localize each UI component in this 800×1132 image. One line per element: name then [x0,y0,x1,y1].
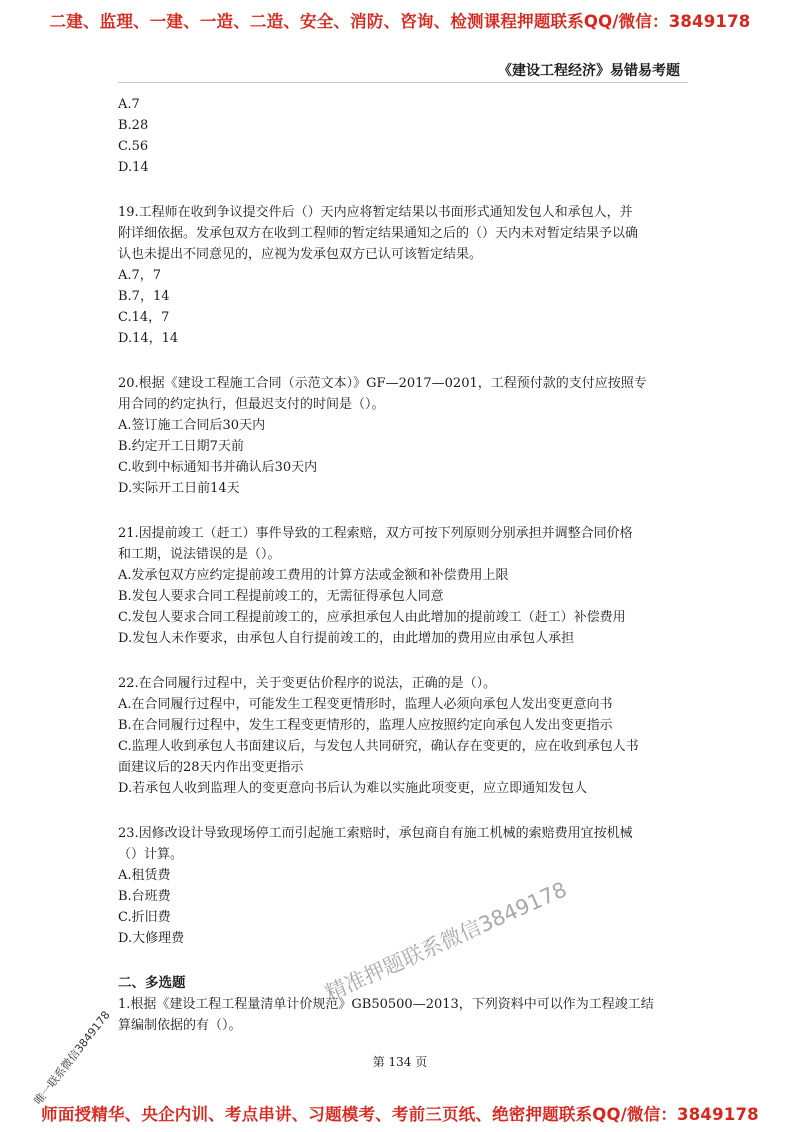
option-a: A.7，7 [118,268,162,283]
option-c: C.发包人要求合同工程提前竣工的，应承担承包人由此增加的提前竣工（赶工）补偿费用 [118,610,626,625]
option-d: D.14，14 [118,331,179,346]
bottom-banner: 师面授精华、央企内训、考点串讲、习题模考、考前三页纸、绝密押题联系QQ/微信：3849178 [41,1105,759,1124]
option-c: C.56 [118,139,149,154]
option-c: C.折旧费 [118,910,171,925]
section-heading: 二、多选题 [118,975,186,991]
question-text: 1.根据《建设工程工程量清单计价规范》GB50500—2013，下列资料中可以作为工程竣工结 [118,997,654,1012]
option-a: A.7 [118,97,140,112]
option-d: D.发包人未作要求，由承包人自行提前竣工的，由此增加的费用应由承包人承担 [118,631,575,646]
option-a: A.签订施工合同后30天内 [118,418,266,433]
running-header: 《建设工程经济》易错易考题 [498,63,680,79]
page-content [118,94,686,1036]
option-b: B.发包人要求合同工程提前竣工的，无需征得承包人同意 [118,589,444,604]
option-c-continued: 面建议后的28天内作出变更指示 [118,760,304,775]
watermark-side-text: 唯一联系微信3849178 [31,1008,113,1108]
question-text: 认也未提出不同意见的，应视为发承包双方已认可该暂定结果。 [118,247,483,262]
option-b: B.在合同履行过程中，发生工程变更情形的，监理人应按照约定向承包人发出变更指示 [118,718,613,733]
question-text: 19.工程师在收到争议提交件后（）天内应将暂定结果以书面形式通知发包人和承包人，并 [118,205,633,220]
option-c: C.收到中标通知书并确认后30天内 [118,460,318,475]
question-23 [118,823,686,949]
question-text: （）计算。 [118,847,184,862]
option-a: A.发承包双方应约定提前竣工费用的计算方法或金额和补偿费用上限 [118,568,509,583]
question-21 [118,523,686,649]
question-text: 20.根据《建设工程施工合同（示范文本）》GF—2017—0201，工程预付款的支付应按照专 [118,376,647,391]
option-a: A.租赁费 [118,868,171,883]
question-text: 和工期，说法错误的是（）。 [118,547,281,562]
multi-question-1 [118,994,686,1036]
question-text: 附详细依据。发承包双方在收到工程师的暂定结果通知之后的（）天内未对暂定结果予以确 [118,226,639,241]
option-c: C.14，7 [118,310,170,325]
option-d: D.若承包人收到监理人的变更意向书后认为难以实施此项变更，应立即通知发包人 [118,781,588,796]
question-22 [118,673,686,799]
previous-question-options [118,94,686,178]
option-d: D.14 [118,160,149,175]
page-number: 第 134 页 [372,1055,428,1069]
question-text: 23.因修改设计导致现场停工而引起施工索赔时，承包商自有施工机械的索赔费用宜按机械 [118,826,633,841]
option-b: B.7，14 [118,289,170,304]
watermark-text: 精准押题联系微信3849178 [321,877,571,1006]
top-banner: 二建、监理、一建、一造、二造、安全、消防、咨询、检测课程押题联系QQ/微信：3849178 [49,12,751,31]
question-text: 21.因提前竣工（赶工）事件导致的工程索赔，双方可按下列原则分别承担并调整合同价格 [118,526,633,541]
option-b: B.约定开工日期7天前 [118,439,244,454]
question-19 [118,202,686,349]
option-c: C.监理人收到承包人书面建议后，与发包人共同研究，确认存在变更的，应在收到承包人书 [118,739,639,754]
header-rule [118,82,688,83]
option-a: A.在合同履行过程中，可能发生工程变更情形时，监理人必须向承包人发出变更意向书 [118,697,613,712]
question-text: 22.在合同履行过程中，关于变更估价程序的说法，正确的是（）。 [118,676,497,691]
option-b: B.台班费 [118,889,171,904]
question-text: 用合同的约定执行，但最迟支付的时间是（）。 [118,397,385,412]
option-b: B.28 [118,118,149,133]
question-20 [118,373,686,499]
option-d: D.实际开工日前14天 [118,481,240,496]
question-text: 算编制依据的有（）。 [118,1018,242,1033]
option-d: D.大修理费 [118,931,185,946]
